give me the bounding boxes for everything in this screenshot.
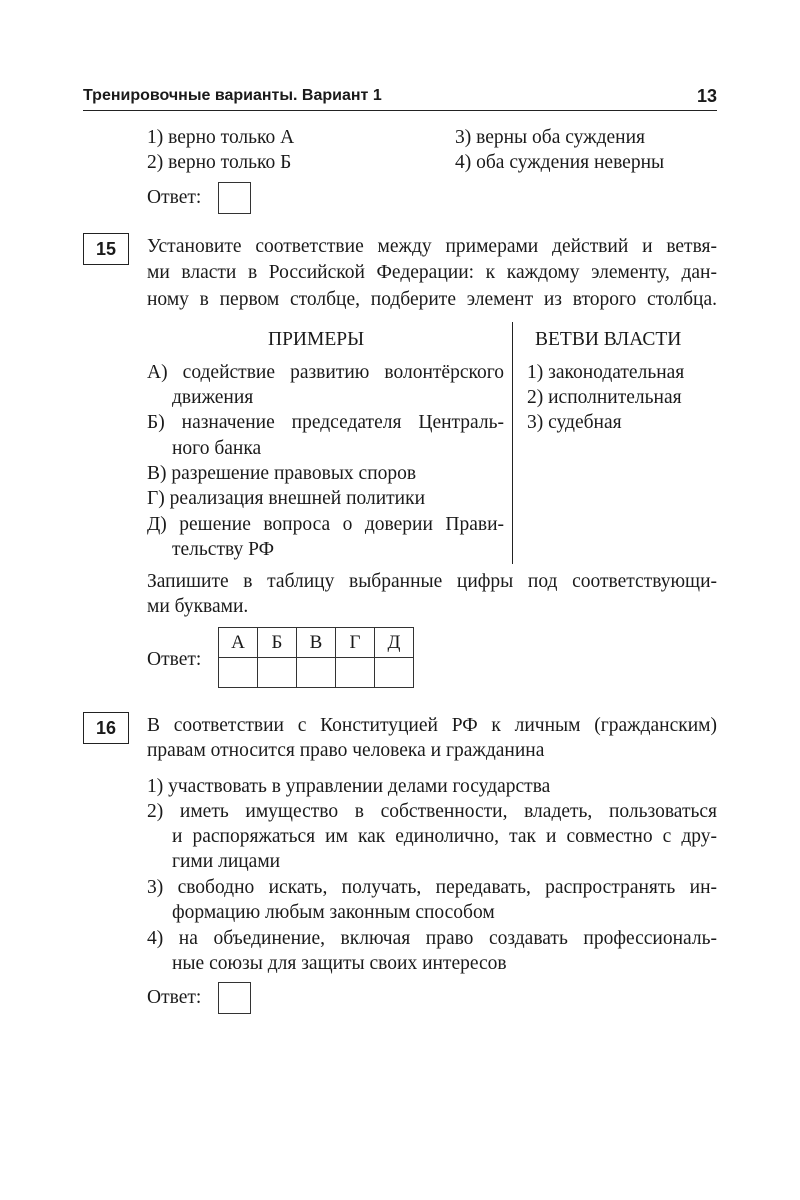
- answer-box[interactable]: [218, 182, 251, 214]
- task15-text-line: Установите соответствие между примерами действий и ветвя-: [147, 236, 717, 257]
- instruction-line: Запишите в таблицу выбранные цифры под соответствующи-: [147, 571, 717, 592]
- example-a-cont: движения: [172, 387, 254, 408]
- task16-option-3-cont: формацию любым законным способом: [172, 902, 495, 923]
- task15-text-line: ному в первом столбце, подберите элемент из второго столбца.: [147, 289, 717, 310]
- answer-cell-a[interactable]: [219, 658, 258, 688]
- example-b: Б) назначение председателя Централь-: [147, 412, 504, 433]
- task16-text-line: В соответствии с Конституцией РФ к личным (гражданским): [147, 715, 717, 736]
- task-number-15: 15: [83, 233, 129, 265]
- column-title-examples: ПРИМЕРЫ: [268, 329, 365, 350]
- task16-option-2-cont: гими лицами: [172, 851, 281, 872]
- answer-label: Ответ:: [147, 187, 202, 208]
- example-b-cont: ного банка: [172, 438, 262, 459]
- task16-option-1: 1) участвовать в управлении делами государства: [147, 776, 551, 797]
- answer-header-v: В: [297, 628, 336, 658]
- option-3: 3) верны оба суждения: [455, 127, 646, 148]
- branch-1: 1) законодательная: [527, 362, 685, 383]
- answer-cell-g[interactable]: [336, 658, 375, 688]
- task16-option-2: 2) иметь имущество в собственности, владеть, пользоваться: [147, 801, 717, 822]
- answer-cell-b[interactable]: [258, 658, 297, 688]
- example-v: В) разрешение правовых споров: [147, 463, 417, 484]
- branch-3: 3) судебная: [527, 412, 622, 433]
- answer-label: Ответ:: [147, 649, 202, 670]
- header-rule: [83, 110, 717, 111]
- running-header-title: Тренировочные варианты. Вариант 1: [83, 87, 382, 104]
- example-a: А) содействие развитию волонтёрского: [147, 362, 504, 383]
- answer-header-a: А: [219, 628, 258, 658]
- answer-box[interactable]: [218, 982, 251, 1014]
- example-d-cont: тельству РФ: [172, 539, 275, 560]
- option-4: 4) оба суждения неверны: [455, 152, 665, 173]
- example-g: Г) реализация внешней политики: [147, 488, 426, 509]
- answer-header-d: Д: [375, 628, 414, 658]
- task16-option-3: 3) свободно искать, получать, передавать, распространять ин-: [147, 877, 717, 898]
- branch-2: 2) исполнительная: [527, 387, 682, 408]
- answer-header-g: Г: [336, 628, 375, 658]
- task16-option-2-cont: и распоряжаться им как единолично, так и совместно с дру-: [172, 826, 717, 847]
- task16-option-4: 4) на объединение, включая право создавать профессиональ-: [147, 928, 717, 949]
- example-d: Д) решение вопроса о доверии Прави-: [147, 514, 504, 535]
- column-divider: [512, 322, 513, 564]
- task15-text-line: ми власти в Российской Федерации: к каждому элементу, дан-: [147, 262, 717, 283]
- answer-header-b: Б: [258, 628, 297, 658]
- task-number-16: 16: [83, 712, 129, 744]
- answer-label: Ответ:: [147, 987, 202, 1008]
- column-title-branches: ВЕТВИ ВЛАСТИ: [535, 329, 682, 350]
- answer-cell-v[interactable]: [297, 658, 336, 688]
- task16-text-line: правам относится право человека и гражданина: [147, 740, 545, 761]
- task16-option-4-cont: ные союзы для защиты своих интересов: [172, 953, 507, 974]
- page-number: 13: [697, 86, 718, 106]
- answer-table: [218, 627, 414, 688]
- option-1: 1) верно только А: [147, 127, 295, 148]
- answer-cell-d[interactable]: [375, 658, 414, 688]
- instruction-line: ми буквами.: [147, 596, 249, 617]
- option-2: 2) верно только Б: [147, 152, 292, 173]
